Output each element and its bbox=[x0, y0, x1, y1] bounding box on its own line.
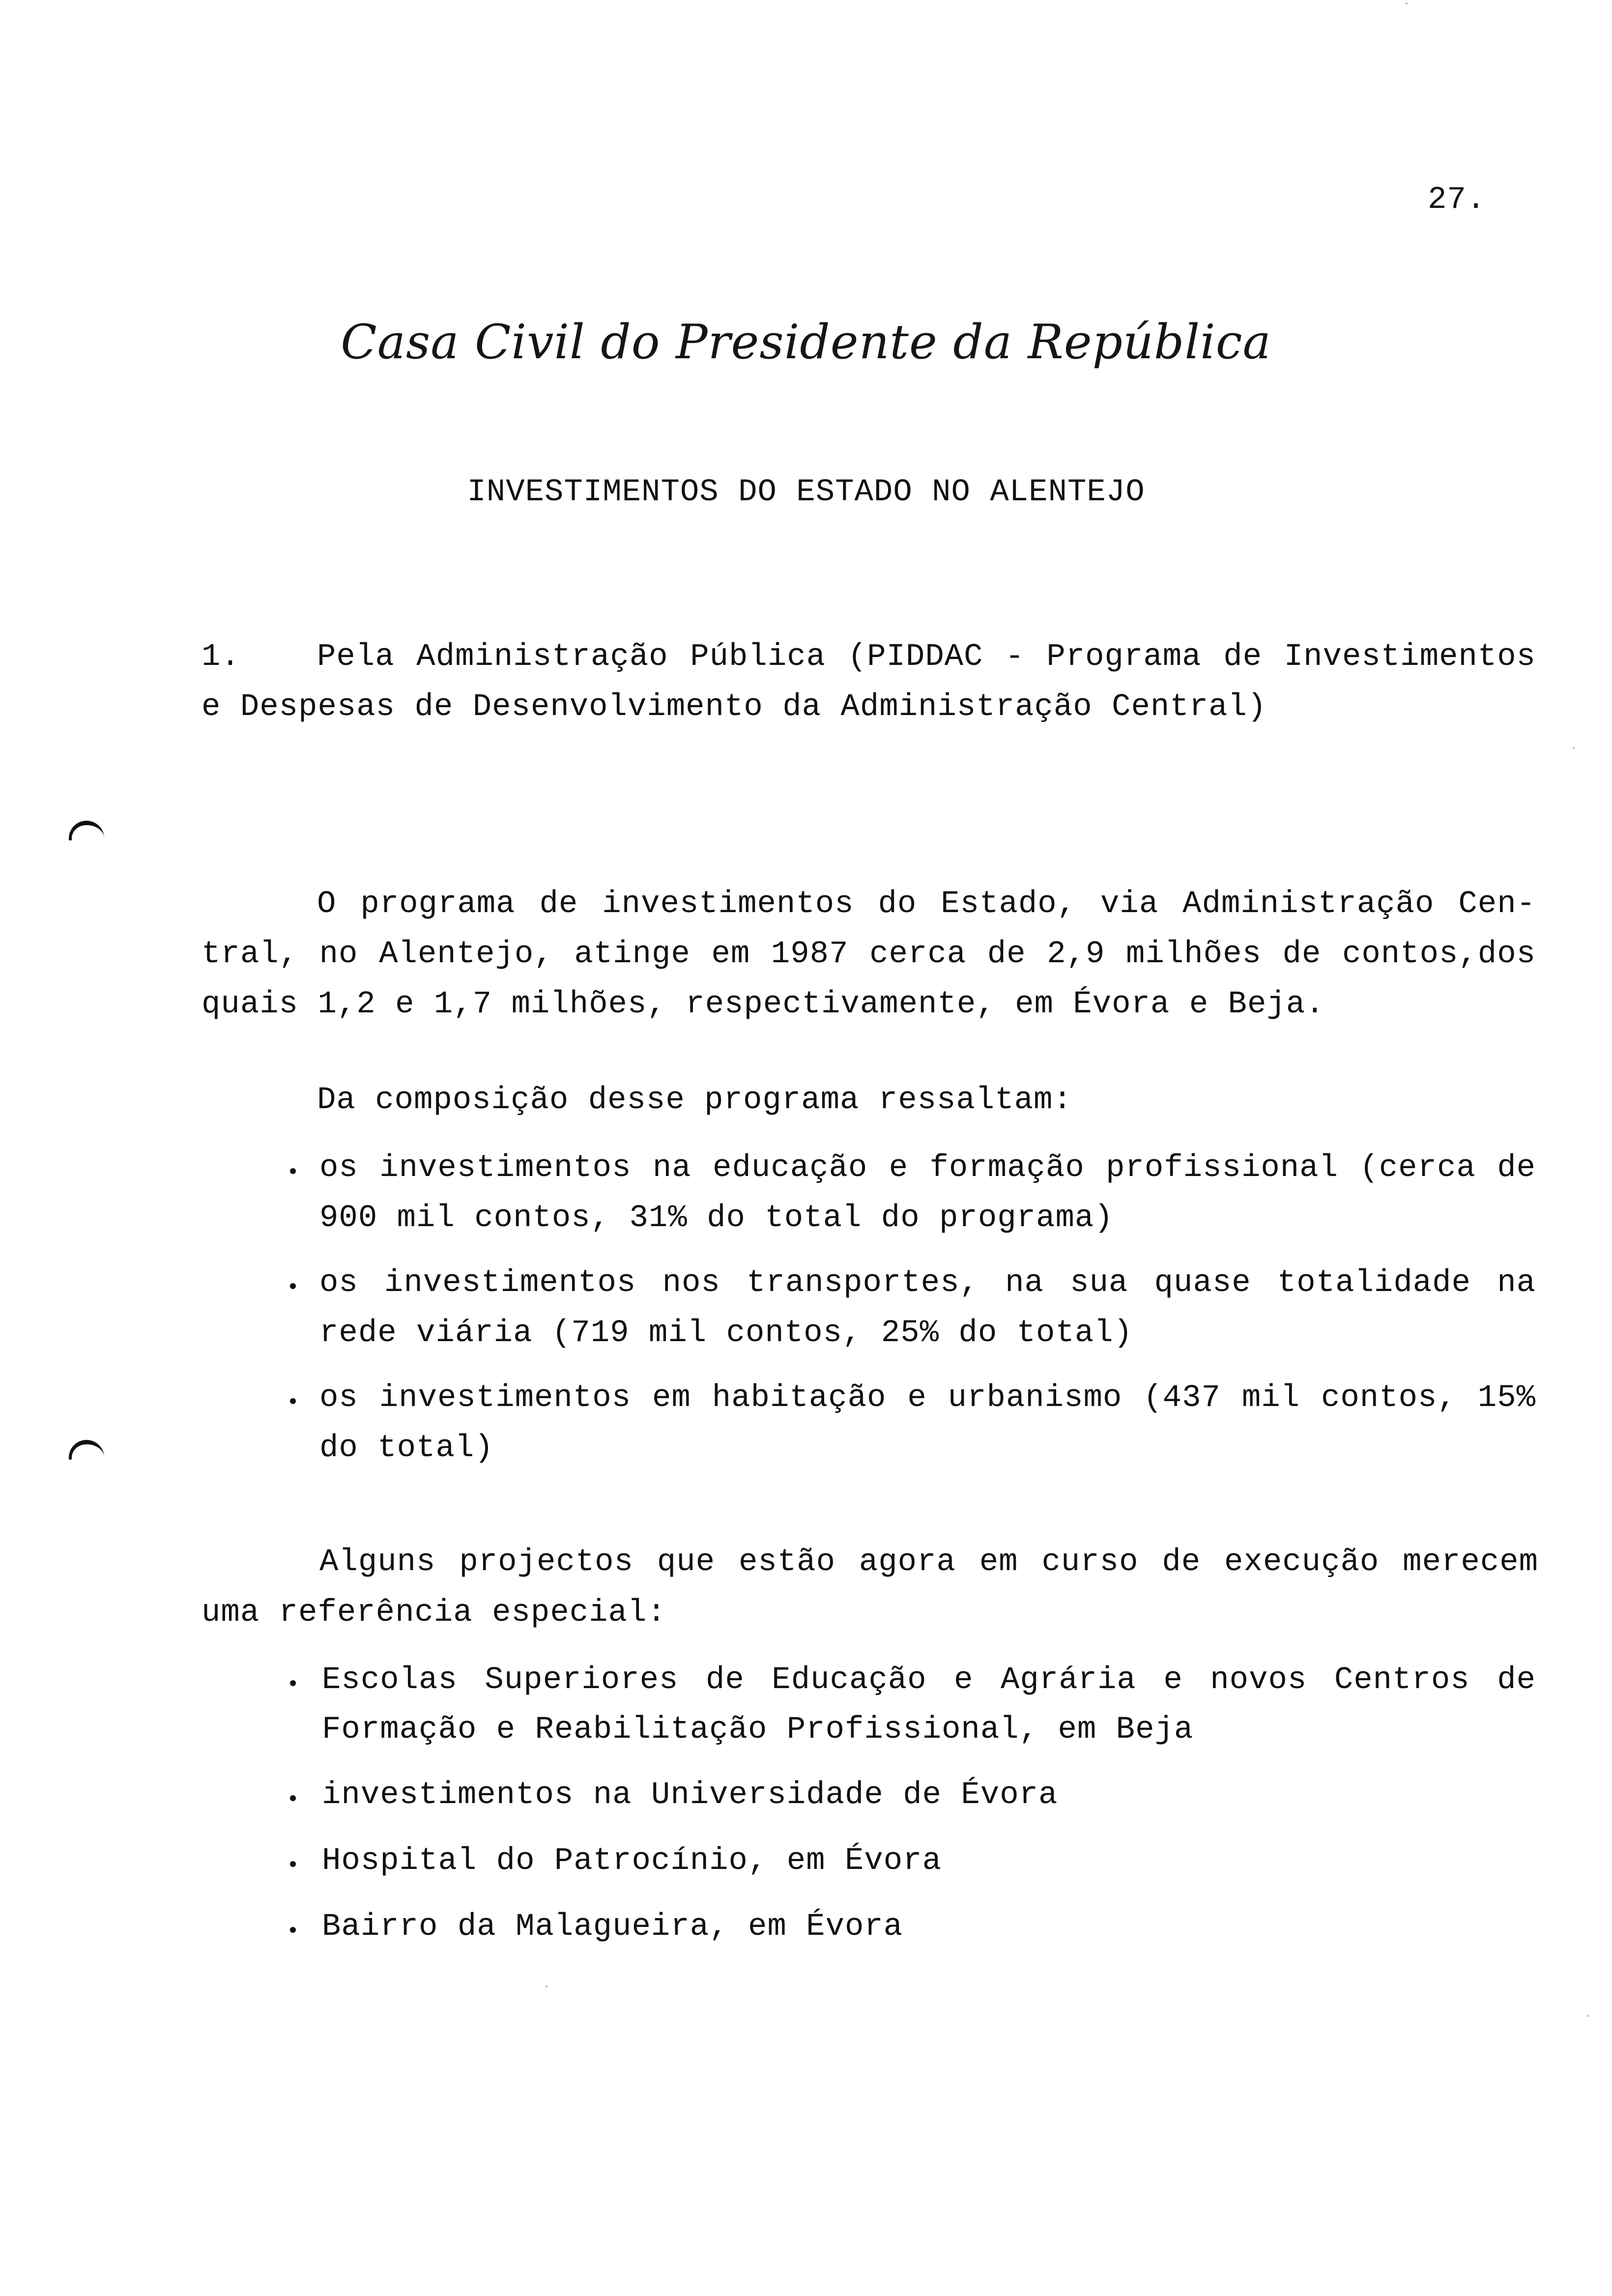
letterhead: Casa Civil do Presidente da República bbox=[341, 315, 1271, 370]
composition-item-2-line2: rede viária (719 mil contos, 25% do total) bbox=[319, 1316, 1133, 1351]
scan-speck bbox=[1573, 747, 1575, 749]
composition-heading: Da composição desse programa ressaltam: bbox=[317, 1083, 1072, 1118]
project-item-1-line1: Escolas Superiores de Educação e Agrária e novos Centros de bbox=[322, 1663, 1536, 1698]
bullet-dot bbox=[290, 1861, 296, 1867]
project-item-3: Hospital do Patrocínio, em Évora bbox=[322, 1843, 942, 1879]
margin-hole-mark bbox=[69, 821, 104, 840]
composition-item-3-line1: os investimentos em habitação e urbanismo (437 mil contos, 15% bbox=[319, 1380, 1536, 1416]
project-item-4: Bairro da Malagueira, em Évora bbox=[322, 1909, 903, 1945]
section-heading-line2: e Despesas de Desenvolvimento da Administração Central) bbox=[202, 689, 1267, 725]
bullet-dot bbox=[290, 1680, 296, 1686]
projects-intro-line2: uma referência especial: bbox=[202, 1595, 666, 1631]
intro-line3: quais 1,2 e 1,7 milhões, respectivamente, em Évora e Beja. bbox=[202, 987, 1325, 1022]
bullet-dot bbox=[290, 1168, 296, 1174]
composition-item-2-line1: os investimentos nos transportes, na sua quase totalidade na bbox=[319, 1265, 1536, 1301]
scan-speck bbox=[546, 1985, 547, 1987]
margin-hole-mark bbox=[69, 1440, 104, 1460]
section-heading-line1: Pela Administração Pública (PIDDAC - Programa de Investimentos bbox=[317, 639, 1536, 675]
bullet-dot bbox=[290, 1283, 296, 1289]
composition-item-1-line1: os investimentos na educação e formação profissional (cerca de bbox=[319, 1150, 1536, 1186]
scan-speck bbox=[1587, 2015, 1589, 2017]
page-number: 27. bbox=[1428, 182, 1486, 218]
document-title: INVESTIMENTOS DO ESTADO NO ALENTEJO bbox=[467, 475, 1145, 510]
project-item-2: investimentos na Universidade de Évora bbox=[322, 1778, 1058, 1813]
projects-intro-line1: Alguns projectos que estão agora em curso de execução merecem bbox=[319, 1545, 1538, 1580]
bullet-dot bbox=[290, 1795, 296, 1801]
scan-speck bbox=[1406, 2, 1408, 4]
bullet-dot bbox=[290, 1398, 296, 1404]
section-number: 1. bbox=[202, 639, 240, 675]
composition-item-3-line2: do total) bbox=[319, 1431, 494, 1466]
bullet-dot bbox=[290, 1927, 296, 1933]
project-item-1-line2: Formação e Reabilitação Profissional, em Beja bbox=[322, 1712, 1194, 1748]
intro-line2: tral, no Alentejo, atinge em 1987 cerca de 2,9 milhões de contos,dos bbox=[202, 937, 1536, 972]
intro-line1: O programa de investimentos do Estado, via Administração Cen- bbox=[317, 887, 1536, 922]
composition-item-1-line2: 900 mil contos, 31% do total do programa) bbox=[319, 1201, 1114, 1236]
